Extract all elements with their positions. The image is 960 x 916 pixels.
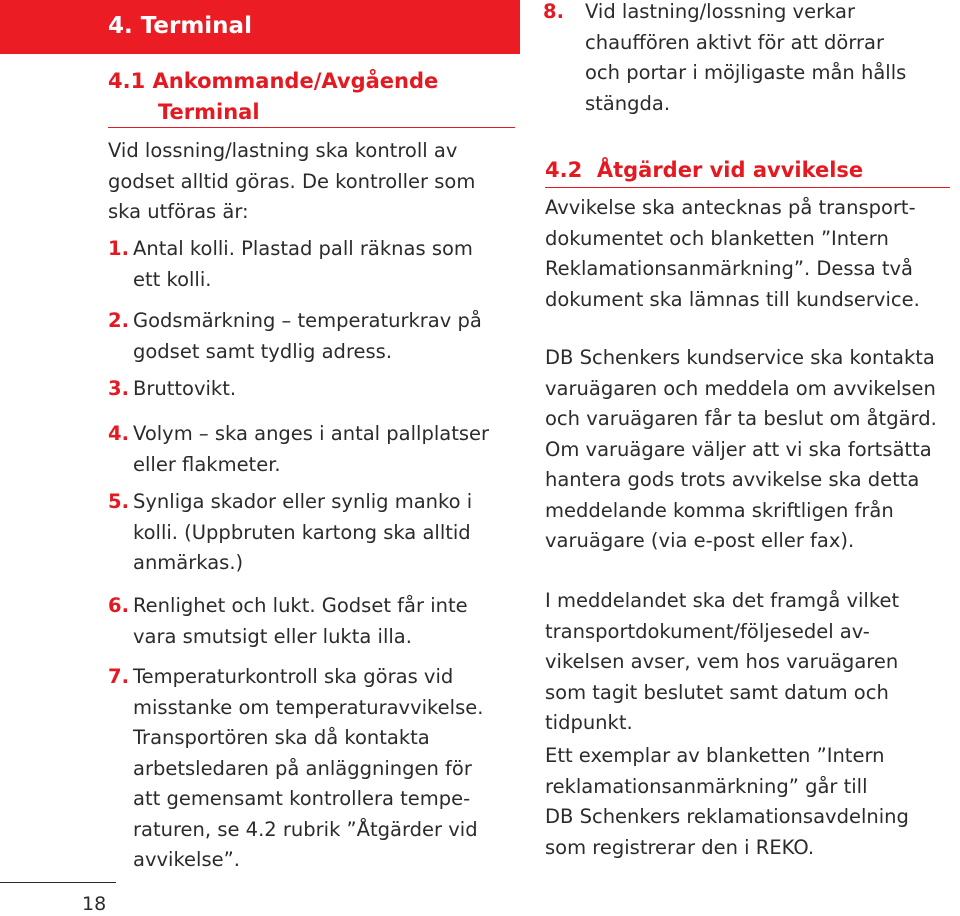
text-line: Reklamationsanmärkning”. Dessa två xyxy=(545,257,913,280)
text-line: varuägare (via e-post eller fax). xyxy=(545,529,855,552)
text-line: transportdokument/följesedel av- xyxy=(545,619,870,643)
text-line: tidpunkt. xyxy=(545,711,633,734)
text-line: och portar i möjligaste mån hålls xyxy=(585,61,907,84)
heading-line: 4.1 Ankommande/Avgående xyxy=(108,69,439,93)
item-number: 4. xyxy=(108,422,129,445)
subsection-heading-4-2: 4.2 Åtgärder vid avvikelse xyxy=(545,158,864,182)
item-number: 8. xyxy=(543,0,564,23)
text-line: misstanke om temperaturavvikelse. xyxy=(133,695,484,719)
item-number: 6. xyxy=(108,594,129,617)
text-line: Vid lossning/lastning ska kontroll av xyxy=(108,139,458,162)
text-line: arbetsledaren på anläggningen för xyxy=(133,756,472,780)
text-line: raturen, se 4.2 rubrik ”Åtgärder vid xyxy=(133,817,478,841)
text-line: Ett exemplar av blanketten ”Intern xyxy=(545,744,885,767)
footer-rule xyxy=(0,882,116,883)
text-line: godset samt tydlig adress. xyxy=(133,339,393,363)
text-line: reklamationsanmärkning” går till xyxy=(545,774,868,798)
text-line: Renlighet och lukt. Godset får inte xyxy=(133,594,468,617)
text-line: Bruttovikt. xyxy=(133,377,237,400)
heading-rule xyxy=(108,127,515,128)
text-line: att gemensamt kontrollera tempe- xyxy=(133,787,471,810)
text-line: Transportören ska då kontakta xyxy=(133,726,430,749)
text-line: Temperaturkontroll ska göras vid xyxy=(133,665,454,688)
text-line: Avvikelse ska antecknas på transport- xyxy=(545,196,916,219)
text-line: DB Schenkers reklamationsavdelning xyxy=(545,805,909,828)
text-line: Volym – ska anges i antal pallplatser xyxy=(133,422,490,445)
text-line: DB Schenkers kundservice ska kontakta xyxy=(545,346,935,369)
text-line: och varuägaren får ta beslut om åtgärd. xyxy=(545,407,937,430)
text-line: Synliga skador eller synlig manko i xyxy=(133,490,473,513)
item-number: 7. xyxy=(108,665,129,688)
text-line: Antal kolli. Plastad pall räknas som xyxy=(133,237,473,260)
text-line: chauffören aktivt för att dörrar xyxy=(585,30,885,54)
item-number: 2. xyxy=(108,309,129,332)
text-line: hantera gods trots avvikelse ska detta xyxy=(545,468,920,491)
text-line: som registrerar den i REKO. xyxy=(545,835,815,859)
text-line: som tagit beslutet samt datum och xyxy=(545,680,889,704)
text-line: stängda. xyxy=(585,91,671,115)
paragraph xyxy=(545,586,899,739)
text-line: eller flakmeter. xyxy=(133,452,281,476)
intro-paragraph xyxy=(108,136,475,228)
paragraph xyxy=(545,193,920,315)
text-line: Godsmärkning – temperaturkrav på xyxy=(133,309,482,332)
text-line: ett kolli. xyxy=(133,267,212,291)
heading-rule xyxy=(545,187,950,188)
page-number: 18 xyxy=(82,893,107,915)
text-line: meddelande komma skriftligen från xyxy=(545,498,894,522)
text-line: vikelsen avser, vem hos varuägaren xyxy=(545,650,899,673)
text-line: varuägaren och meddela om avvikelsen xyxy=(545,376,936,400)
text-line: dokument ska lämnas till kundservice. xyxy=(545,287,920,311)
heading-line: Terminal xyxy=(158,100,260,124)
subsection-heading-4-1 xyxy=(108,66,438,128)
section-title: 4. Terminal xyxy=(108,13,252,39)
item-number: 5. xyxy=(108,490,129,513)
text-line: avvikelse”. xyxy=(133,848,240,871)
text-line: Om varuägare väljer att vi ska fortsätta xyxy=(545,437,932,461)
item-number: 3. xyxy=(108,377,129,400)
section-banner xyxy=(0,0,520,54)
text-line: kolli. (Uppbruten kartong ska alltid xyxy=(133,520,471,544)
text-line: dokumentet och blanketten ”Intern xyxy=(545,226,889,250)
text-line: anmärkas.) xyxy=(133,551,244,574)
text-line: I meddelandet ska det framgå vilket xyxy=(545,589,900,612)
item-number: 1. xyxy=(108,237,129,260)
paragraph xyxy=(545,741,909,863)
text-line: vara smutsigt eller lukta illa. xyxy=(133,624,412,648)
text-line: Vid lastning/lossning verkar xyxy=(585,0,856,23)
paragraph xyxy=(545,343,937,557)
text-line: godset alltid göras. De kontroller som xyxy=(108,169,476,193)
text-line: ska utföras är: xyxy=(108,200,249,223)
